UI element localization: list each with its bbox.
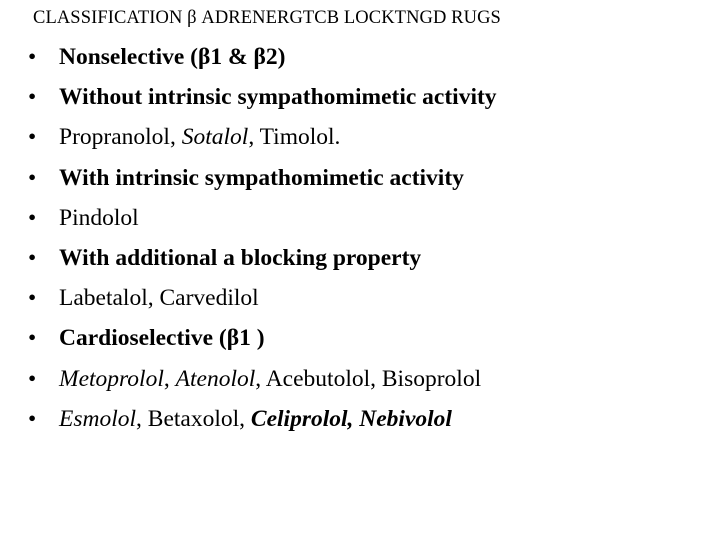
text-segment: , Betaxolol, bbox=[136, 405, 251, 432]
list-item-text bbox=[59, 399, 452, 439]
list-item-text bbox=[59, 77, 497, 117]
bullet-icon: • bbox=[28, 84, 37, 111]
list-item-text bbox=[59, 318, 265, 358]
text-segment: , bbox=[163, 365, 176, 392]
text-segment: Without intrinsic sympathomimetic activity bbox=[59, 84, 497, 111]
text-segment: Atenolol bbox=[175, 365, 256, 392]
bullet-list bbox=[28, 37, 497, 439]
text-segment: Esmolol bbox=[59, 405, 137, 432]
list-item bbox=[28, 37, 497, 77]
slide-title: CLASSIFICATION β ADRENERGTCB LOCKTNGD RUGS bbox=[33, 8, 501, 28]
list-item bbox=[28, 238, 497, 278]
list-item-text bbox=[59, 238, 421, 278]
text-segment: Propranolol, bbox=[59, 124, 182, 151]
bullet-icon: • bbox=[28, 204, 37, 231]
list-item-text bbox=[59, 117, 340, 157]
bullet-icon: • bbox=[28, 365, 37, 392]
list-item bbox=[28, 399, 497, 439]
text-segment: , Timolol. bbox=[248, 124, 341, 151]
text-segment: Cardioselective (β1 ) bbox=[59, 325, 265, 352]
text-segment: With intrinsic sympathomimetic activity bbox=[59, 164, 464, 191]
list-item-text bbox=[59, 198, 139, 238]
list-item-text bbox=[59, 359, 481, 399]
text-segment: Pindolol bbox=[59, 204, 139, 231]
bullet-icon: • bbox=[28, 164, 37, 191]
list-item-text bbox=[59, 158, 464, 198]
bullet-icon: • bbox=[28, 405, 37, 432]
text-segment: Sotalol bbox=[181, 124, 249, 151]
list-item bbox=[28, 359, 497, 399]
list-item bbox=[28, 198, 497, 238]
bullet-icon: • bbox=[28, 44, 37, 70]
list-item bbox=[28, 117, 497, 157]
list-item bbox=[28, 318, 497, 358]
list-item bbox=[28, 278, 497, 318]
bullet-icon: • bbox=[28, 124, 37, 151]
text-segment: , Acebutolol, Bisoprolol bbox=[255, 365, 482, 392]
text-segment: Metoprolol bbox=[59, 365, 164, 392]
text-segment: With additional a blocking property bbox=[59, 244, 422, 271]
text-segment: Nonselective (β1 & β2) bbox=[59, 44, 286, 70]
list-item bbox=[28, 158, 497, 198]
bullet-icon: • bbox=[28, 325, 37, 352]
bullet-icon: • bbox=[28, 285, 37, 312]
bullet-icon: • bbox=[28, 244, 37, 271]
list-item bbox=[28, 77, 497, 117]
list-item-text bbox=[59, 37, 285, 77]
text-segment: Celiprolol, Nebivolol bbox=[250, 405, 452, 432]
list-item-text bbox=[59, 278, 259, 318]
text-segment: Labetalol, Carvedilol bbox=[59, 285, 259, 312]
